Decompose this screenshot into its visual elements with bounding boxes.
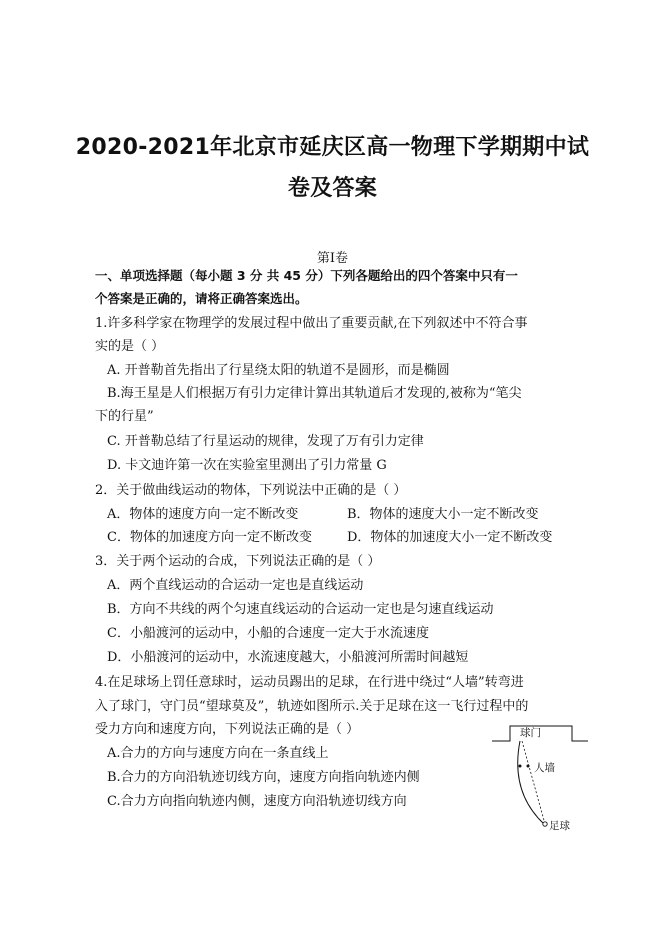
q3-stem: 3．关于两个运动的合成，下列说法正确的是（ ） <box>95 554 381 569</box>
free-kick-diagram <box>488 722 598 834</box>
q2-option-b: B．物体的速度大小一定不断改变 <box>347 507 539 522</box>
q4-option-b: B.合力的方向沿轨迹切线方向，速度方向指向轨迹内侧 <box>107 770 420 785</box>
wall-player-dot <box>519 765 522 768</box>
q4-stem-line2: 入了球门，守门员“望球莫及”，轨迹如图所示.关于足球在这一飞行过程中的 <box>95 699 529 714</box>
section-instructions-line2: 个答案是正确的，请将正确答案选出。 <box>95 291 308 306</box>
q2-option-a: A．物体的速度方向一定不断改变 <box>107 507 299 522</box>
q2-option-c: C．物体的加速度方向一定不断改变 <box>107 530 312 545</box>
q1-option-c: C. 开普勒总结了行星运动的规律，发现了万有引力定律 <box>107 434 424 449</box>
q3-option-d: D．小船渡河的运动中，水流速度越大，小船渡河所需时间越短 <box>107 650 469 665</box>
q3-option-c: C．小船渡河的运动中，小船的合速度一定大于水流速度 <box>107 626 429 641</box>
q2-stem: 2．关于做曲线运动的物体，下列说法中正确的是（ ） <box>95 483 407 498</box>
exam-title-line2: 卷及答案 <box>287 176 378 201</box>
q1-stem-line1: 1.许多科学家在物理学的发展过程中做出了重要贡献,在下列叙述中不符合事 <box>95 316 528 331</box>
exam-title-line1: 2020-2021年北京市延庆区高一物理下学期期中试 <box>75 135 590 160</box>
q1-option-a: A. 开普勒首先指出了行星绕太阳的轨道不是圆形，而是椭圆 <box>107 363 450 378</box>
volume-label: 第Ⅰ卷 <box>316 251 349 266</box>
q4-stem-line1: 4.在足球场上罚任意球时，运动员踢出的足球，在行进中绕过“人墙”转弯进 <box>95 675 524 690</box>
q4-option-c: C.合力方向指向轨迹内侧，速度方向沿轨迹切线方向 <box>107 794 407 809</box>
goal-label: 球门 <box>520 727 541 739</box>
q3-option-a: A．两个直线运动的合运动一定也是直线运动 <box>107 578 364 593</box>
q3-option-b: B．方向不共线的两个匀速直线运动的合运动一定也是匀速直线运动 <box>107 602 494 617</box>
section-instructions-line1: 一、单项选择题（每小题 3 分 共 45 分）下列各题给出的四个答案中只有一 <box>95 268 518 283</box>
ball-label: 足球 <box>549 820 570 832</box>
wall-player-dot <box>527 765 530 768</box>
q2-option-d: D．物体的加速度大小一定不断改变 <box>347 530 553 545</box>
q4-option-a: A.合力的方向与速度方向在一条直线上 <box>107 746 329 761</box>
q1-option-d: D. 卡文迪许第一次在实验室里测出了引力常量 G <box>107 458 387 473</box>
q1-option-b-line2: 下的行星” <box>95 409 154 424</box>
q4-stem-line3: 受力方向和速度方向，下列说法正确的是（ ） <box>95 722 360 737</box>
q1-option-b-line1: B.海王星是人们根据万有引力定律计算出其轨道后才发现的,被称为“笔尖 <box>107 386 522 401</box>
q1-stem-line2: 实的是（ ） <box>95 339 165 354</box>
wall-label: 人墙 <box>534 762 555 774</box>
free-kick-figure <box>488 722 598 834</box>
ball-trajectory <box>518 741 544 824</box>
ball-icon <box>543 822 547 826</box>
